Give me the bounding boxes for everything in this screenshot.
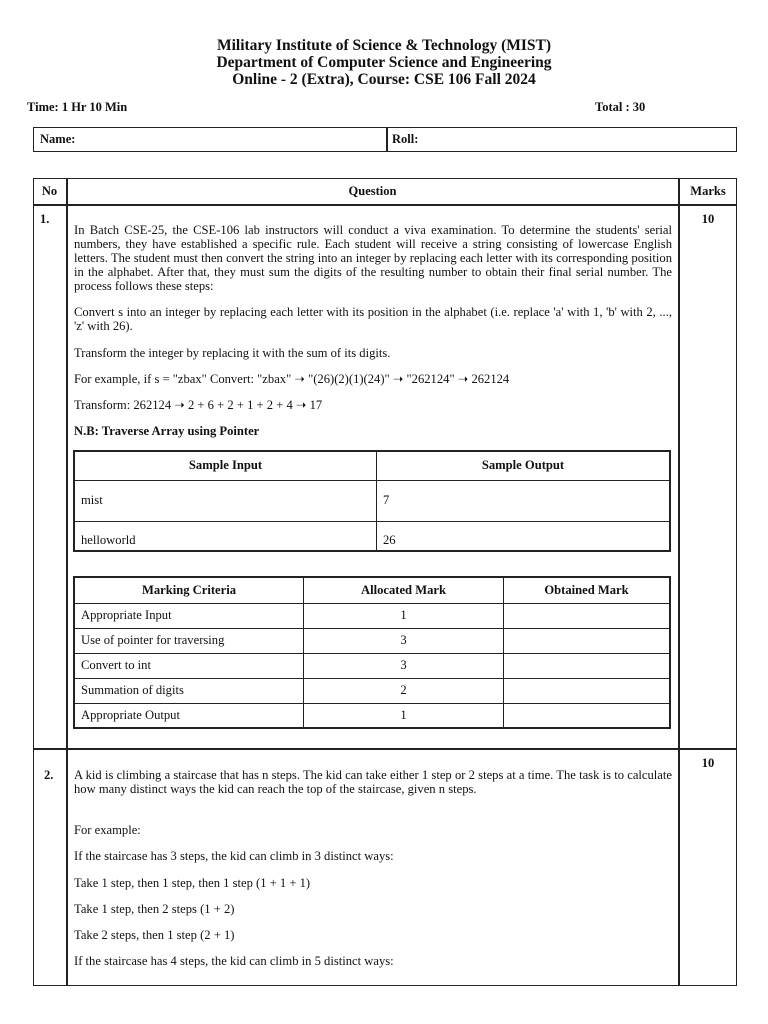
sample-output-cell: 7 bbox=[377, 480, 671, 521]
q2-paragraph-3: If the staircase has 3 steps, the kid can climb in 3 distinct ways: bbox=[74, 849, 394, 863]
exam-title: Online - 2 (Extra), Course: CSE 106 Fall 2024 bbox=[232, 71, 536, 88]
sample-row bbox=[74, 521, 670, 551]
criteria-obtained bbox=[504, 628, 671, 653]
time-label: Time: 1 Hr 10 Min bbox=[27, 100, 128, 114]
q2-number: 2. bbox=[44, 768, 54, 782]
q2-paragraph-4: Take 1 step, then 1 step, then 1 step (1 + 1 + 1) bbox=[74, 876, 311, 890]
q2-paragraph-1: A kid is climbing a staircase that has n steps. The kid can take either 1 step or 2 steps at a time. The task is to calculate how many distinct ways the kid can reach the top of the staircase, given n steps. bbox=[74, 768, 672, 796]
q1-example: For example, if s = "zbax" Convert: "zbax" ➝ "(26)(2)(1)(24)" ➝ "262124" ➝ 262124 bbox=[74, 372, 510, 386]
criteria-row bbox=[74, 703, 670, 728]
q1-marks: 10 bbox=[701, 212, 715, 226]
sample-row bbox=[74, 480, 670, 521]
sample-output-cell: 26 bbox=[377, 521, 671, 551]
obtained-header: Obtained Mark bbox=[504, 577, 671, 603]
criteria-name: Convert to int bbox=[74, 653, 304, 678]
criteria-mark: 2 bbox=[304, 678, 504, 703]
q1-paragraph-2: Convert s into an integer by replacing each letter with its position in the alphabet (i.e. replace 'a' with 1, 'b' with 2, ..., 'z' with 26). bbox=[74, 305, 672, 333]
q2-paragraph-7: If the staircase has 4 steps, the kid can climb in 5 distinct ways: bbox=[74, 954, 394, 968]
criteria-name: Appropriate Input bbox=[74, 603, 304, 628]
allocated-header: Allocated Mark bbox=[304, 577, 504, 603]
q2-paragraph-2: For example: bbox=[74, 823, 141, 837]
criteria-mark: 3 bbox=[304, 653, 504, 678]
criteria-mark: 1 bbox=[304, 703, 504, 728]
q1-paragraph-1: In Batch CSE-25, the CSE-106 lab instructors will conduct a viva examination. To determine the students' serial numbers, they have established a specific rule. Each student will receive a string consisting of lowercase English letters. The student must then convert the string into an integer by replacing each letter with its corresponding position in the alphabet. After that, they must sum the digits of the resulting number to obtain their final serial number. The process follows these steps: bbox=[74, 223, 672, 293]
sample-output-header: Sample Output bbox=[377, 451, 671, 480]
q1-transform: Transform: 262124 ➝ 2 + 6 + 2 + 1 + 2 + 4 ➝ 17 bbox=[74, 398, 323, 412]
criteria-row bbox=[74, 603, 670, 628]
criteria-row bbox=[74, 678, 670, 703]
q2-marks: 10 bbox=[701, 756, 715, 770]
sample-input-cell: mist bbox=[74, 480, 377, 521]
criteria-name: Appropriate Output bbox=[74, 703, 304, 728]
criteria-name: Summation of digits bbox=[74, 678, 304, 703]
criteria-obtained bbox=[504, 703, 671, 728]
institute-title: Military Institute of Science & Technology (MIST) bbox=[216, 37, 552, 54]
sample-input-cell: helloworld bbox=[74, 521, 377, 551]
criteria-mark: 1 bbox=[304, 603, 504, 628]
roll-label: Roll: bbox=[392, 132, 419, 146]
total-label: Total : 30 bbox=[595, 100, 646, 114]
criteria-obtained bbox=[504, 603, 671, 628]
col-header-no: No bbox=[41, 184, 58, 198]
criteria-obtained bbox=[504, 653, 671, 678]
q1-paragraph-3: Transform the integer by replacing it with the sum of its digits. bbox=[74, 346, 391, 360]
criteria-row bbox=[74, 628, 670, 653]
criteria-mark: 3 bbox=[304, 628, 504, 653]
sample-input-header: Sample Input bbox=[74, 451, 377, 480]
criteria-obtained bbox=[504, 678, 671, 703]
q1-number: 1. bbox=[40, 212, 50, 226]
name-label: Name: bbox=[40, 132, 76, 146]
q2-paragraph-6: Take 2 steps, then 1 step (2 + 1) bbox=[74, 928, 235, 942]
student-info-box bbox=[33, 127, 737, 152]
q2-paragraph-5: Take 1 step, then 2 steps (1 + 2) bbox=[74, 902, 235, 916]
department-title: Department of Computer Science and Engineering bbox=[216, 54, 552, 71]
col-header-marks: Marks bbox=[690, 184, 726, 198]
criteria-name: Use of pointer for traversing bbox=[74, 628, 304, 653]
q1-note: N.B: Traverse Array using Pointer bbox=[74, 424, 260, 438]
marking-criteria-table bbox=[73, 576, 671, 729]
sample-io-table bbox=[73, 450, 671, 552]
criteria-header: Marking Criteria bbox=[74, 577, 304, 603]
col-header-question: Question bbox=[348, 184, 397, 198]
criteria-row bbox=[74, 653, 670, 678]
